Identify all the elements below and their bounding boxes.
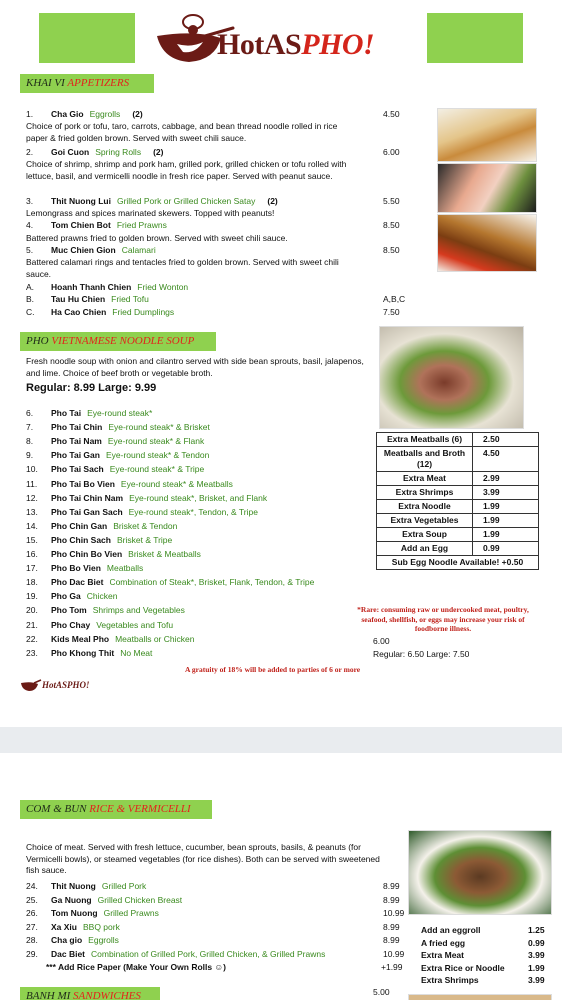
side-label: Extra Shrimps: [421, 975, 479, 985]
pho-item-row: [26, 648, 152, 659]
extra-price: 1.99: [473, 514, 539, 528]
no-meat-price: Regular: 6.50 Large: 7.50: [373, 649, 470, 659]
appetizer-price: 6.00: [383, 147, 400, 157]
pho-description: Fresh noodle soup with onion and cilantro served with side bean sprouts, basil, jalapenos, and lime. Choice of beef broth or vegetable broth.: [26, 356, 364, 378]
extra-row: [377, 528, 539, 542]
eggrolls-photo: [437, 108, 537, 162]
item-number: 23.: [26, 647, 38, 658]
item-name: Ha Cao Chien: [51, 307, 107, 317]
item-english: Fried Dumplings: [112, 307, 175, 317]
extra-price: 3.99: [473, 486, 539, 500]
pho-item-row: [26, 436, 204, 447]
item-english: Grilled Chicken Breast: [97, 894, 183, 905]
item-name: Tau Hu Chien: [51, 294, 106, 304]
appetizer-row: [26, 196, 278, 207]
appetizer-price: 4.50: [383, 109, 400, 119]
item-name: Thit Nuong: [51, 881, 96, 891]
extra-price: 4.50: [473, 447, 539, 472]
banhmi-price: 5.00: [373, 987, 390, 997]
item-number: 19.: [26, 591, 38, 602]
appetizer-lettered-row: [26, 282, 188, 293]
item-number: A.: [26, 282, 35, 292]
item-name: Xa Xiu: [51, 921, 77, 932]
item-english: BBQ pork: [82, 921, 120, 932]
item-english: Combination of Steak*, Brisket, Flank, Tendon, & Tripe: [109, 577, 315, 588]
rice-item-row: [26, 895, 182, 906]
item-name: Pho Tai Gan Sach: [51, 506, 123, 517]
item-name: Pho Tai Chin: [51, 422, 103, 433]
rice-paper-price: +1.99: [381, 962, 403, 972]
item-name: Pho Tai: [51, 408, 82, 418]
pho-item-row: [26, 422, 210, 433]
item-number: 5.: [26, 245, 34, 255]
rice-paper-note: *** Add Rice Paper (Make Your Own Rolls ☺): [46, 962, 226, 972]
item-number: C.: [26, 307, 35, 317]
appetizer-row: [26, 245, 156, 256]
item-number: 12.: [26, 492, 38, 503]
item-english: Meatballs or Chicken: [115, 633, 195, 644]
extra-row: [377, 500, 539, 514]
satay-photo: [437, 214, 537, 272]
item-name: Pho Tai Nam: [51, 436, 102, 447]
rice-description: Choice of meat. Served with fresh lettuce, cucumber, bean sprouts, basils, & peanuts (for Vermicelli bowls), or steamed vegetables (for rice dishes). Both can be served with sweetened fish sauce.: [26, 842, 380, 875]
bowl-icon: [20, 677, 42, 693]
extra-price: 0.99: [473, 542, 539, 556]
item-english: Eye-round steak* & Meatballs: [120, 478, 233, 489]
pho-item-row: [26, 507, 258, 518]
item-name: Pho Tai Sach: [51, 464, 104, 475]
side-label: Extra Rice or Noodle: [421, 962, 505, 973]
rice-item-row: [26, 881, 146, 892]
item-name: Pho Chin Sach: [51, 534, 111, 545]
header-left-block: [39, 13, 135, 63]
raw-food-warning: *Rare: consuming raw or undercooked meat, poultry, seafood, shellfish, or eggs may increase your risk of foodborne illness.: [357, 605, 529, 633]
appetizer-description: Battered calamari rings and tentacles fried to golden brown. Served with sweet chili sauce.: [26, 257, 339, 279]
item-number: B.: [26, 294, 35, 304]
pho-bowl-photo: [379, 326, 524, 429]
item-name: Thit Nuong Lui: [51, 196, 111, 206]
rice-item-row: [26, 922, 120, 933]
item-name: Cha gio: [51, 935, 83, 946]
item-name: Cha Gio: [51, 109, 84, 119]
rice-price: 8.99: [383, 881, 400, 891]
item-name: Pho Chay: [51, 619, 91, 630]
rice-item-row: [26, 908, 159, 919]
item-name: Tom Chien Bot: [51, 220, 111, 230]
item-english: Grilled Pork or Grilled Chicken Satay: [116, 196, 256, 206]
pho-item-row: [26, 577, 314, 588]
item-english: Combination of Grilled Pork, Grilled Chicken, & Grilled Prawns: [91, 949, 326, 959]
appetizer-price: 5.50: [383, 196, 400, 206]
item-english: Fried Prawns: [116, 220, 167, 230]
appetizer-description: Battered prawns fried to golden brown. Served with sweet chili sauce.: [26, 233, 288, 243]
pho-item-row: [26, 591, 117, 602]
extra-row: [377, 472, 539, 486]
item-number: 20.: [26, 605, 38, 616]
item-english: No Meat: [120, 647, 153, 658]
item-number: 3.: [26, 196, 34, 206]
pho-item-row: [26, 620, 173, 631]
item-english: Vegetables and Tofu: [96, 619, 174, 630]
side-price: 3.99: [528, 950, 545, 960]
abc-price: 7.50: [383, 307, 400, 317]
extra-row: [377, 486, 539, 500]
item-name: Muc Chien Gion: [51, 245, 116, 255]
item-number: 24.: [26, 881, 38, 891]
item-english: Eye-round steak*: [87, 408, 153, 418]
section-header-appetizers: KHAI VI APPETIZERS: [20, 74, 154, 93]
extra-row: [377, 447, 539, 472]
rice-price: 8.99: [383, 921, 400, 932]
pho-sizes: Regular: 8.99 Large: 9.99: [26, 382, 157, 394]
item-english: Brisket & Tripe: [116, 534, 173, 545]
item-name: Dac Biet: [51, 949, 86, 959]
side-price: 0.99: [528, 937, 545, 948]
brand-logo: [155, 8, 410, 68]
item-number: 8.: [26, 436, 34, 447]
item-english: Shrimps and Vegetables: [92, 605, 185, 616]
item-english: Grilled Pork: [101, 881, 147, 891]
item-name: Pho Tai Gan: [51, 450, 100, 461]
extra-price: 1.99: [473, 528, 539, 542]
rice-price: 10.99: [383, 908, 405, 919]
gratuity-note: A gratuity of 18% will be added to parties of 6 or more: [185, 665, 361, 674]
side-label: A fried egg: [421, 937, 466, 948]
item-english: Calamari: [121, 245, 156, 255]
item-count: (2): [267, 196, 278, 206]
appetizer-description: Lemongrass and spices marinated skewers. Topped with peanuts!: [26, 208, 275, 218]
extra-label: Extra Noodle: [377, 500, 473, 514]
pho-item-row: [26, 479, 233, 490]
item-english: Eye-round steak* & Tendon: [105, 450, 210, 461]
item-name: Kids Meal Pho: [51, 633, 110, 644]
header-right-block: [427, 13, 523, 63]
item-number: 15.: [26, 534, 38, 545]
extra-row: [377, 433, 539, 447]
item-name: Pho Ga: [51, 591, 81, 602]
item-number: 1.: [26, 109, 34, 119]
pho-item-row: [26, 563, 143, 574]
item-name: Hoanh Thanh Chien: [51, 282, 132, 292]
side-label: Extra Meat: [421, 950, 464, 960]
appetizer-description: Choice of shrimp, shrimp and pork ham, grilled pork, grilled chicken or tofu rolled with lettuce, basil, and vermicelli noodle in fresh rice paper. Served with peanut sauce.: [26, 159, 347, 181]
item-number: 22.: [26, 633, 38, 644]
appetizer-row: [26, 147, 163, 158]
extra-price: 2.99: [473, 472, 539, 486]
item-english: Eye-round steak*, Tendon, & Tripe: [128, 506, 258, 517]
rice-item-row: [26, 949, 325, 960]
extra-row: [377, 542, 539, 556]
pho-item-row: [26, 464, 204, 475]
item-name: Tom Nuong: [51, 908, 98, 919]
item-number: 18.: [26, 577, 38, 588]
sub-egg-noodle: Sub Egg Noodle Available! +0.50: [377, 556, 539, 570]
section-header-banhmi: BANH MI SANDWICHES: [20, 987, 160, 1000]
item-count: (2): [132, 109, 143, 119]
appetizer-row: [26, 220, 167, 231]
item-count: (2): [153, 147, 164, 157]
item-name: Pho Khong Thit: [51, 647, 115, 658]
item-name: Ga Nuong: [51, 894, 92, 905]
item-english: Chicken: [86, 591, 118, 602]
item-english: Meatballs: [106, 563, 144, 574]
extra-price: 2.50: [473, 433, 539, 447]
item-name: Pho Dac Biet: [51, 577, 104, 588]
side-price: 1.25: [528, 925, 545, 935]
item-english: Fried Wonton: [137, 282, 189, 292]
item-number: 13.: [26, 506, 38, 517]
item-name: Pho Tai Chin Nam: [51, 492, 124, 503]
extra-label: Extra Soup: [377, 528, 473, 542]
item-number: 7.: [26, 422, 34, 433]
item-number: 21.: [26, 619, 38, 630]
footer-logo: HotASPHO!: [20, 677, 115, 693]
extra-label: Extra Meatballs (6): [377, 433, 473, 447]
pho-item-row: [26, 408, 152, 419]
banhmi-photo: [408, 994, 552, 1000]
item-number: 10.: [26, 464, 38, 475]
item-number: 4.: [26, 220, 34, 230]
item-number: 26.: [26, 908, 38, 919]
side-label: Add an eggroll: [421, 925, 481, 935]
pho-item-row: [26, 549, 201, 560]
side-price: 1.99: [528, 962, 545, 973]
vermicelli-bowl-photo: [408, 830, 552, 915]
pho-item-row: [26, 493, 267, 504]
rice-price: 10.99: [383, 949, 405, 959]
item-english: Grilled Prawns: [103, 908, 159, 919]
item-english: Brisket & Tendon: [113, 520, 178, 531]
item-english: Eye-round steak* & Flank: [107, 436, 205, 447]
item-english: Eye-round steak* & Tripe: [109, 464, 205, 475]
item-number: 16.: [26, 549, 38, 559]
item-number: 27.: [26, 921, 38, 932]
extra-label: Meatballs and Broth (12): [377, 447, 473, 472]
item-number: 25.: [26, 894, 38, 905]
appetizer-description: Choice of pork or tofu, taro, carrots, cabbage, and bean thread noodle rolled in rice paper & fried golden brown. Served with sweet chili sauce.: [26, 121, 338, 143]
pho-item-row: [26, 634, 194, 645]
item-name: Goi Cuon: [51, 147, 90, 157]
kids-meal-price: 6.00: [373, 636, 390, 646]
pho-item-row: [26, 450, 209, 461]
extra-label: Add an Egg: [377, 542, 473, 556]
item-number: 17.: [26, 563, 38, 574]
spring-rolls-photo: [437, 163, 537, 213]
pho-extras-table: [376, 432, 539, 570]
extra-price: 1.99: [473, 500, 539, 514]
item-name: Pho Bo Vien: [51, 563, 101, 574]
item-number: 28.: [26, 935, 38, 946]
section-header-rice: COM & BUN RICE & VERMICELLI: [20, 800, 212, 819]
item-name: Pho Chin Gan: [51, 520, 108, 531]
extra-row: [377, 514, 539, 528]
pho-item-row: [26, 605, 185, 616]
section-header-pho: PHO VIETNAMESE NOODLE SOUP: [20, 332, 216, 351]
item-english: Eye-round steak*, Brisket, and Flank: [129, 492, 268, 503]
item-number: 11.: [26, 478, 38, 489]
item-english: Eggrolls: [88, 935, 119, 946]
item-number: 2.: [26, 147, 34, 157]
appetizer-lettered-row: [26, 307, 174, 318]
rice-item-row: [26, 935, 119, 946]
appetizer-lettered-row: [26, 294, 149, 305]
pho-item-row: [26, 535, 172, 546]
item-number: 14.: [26, 520, 38, 531]
appetizer-price: 8.50: [383, 245, 400, 255]
item-number: 9.: [26, 450, 34, 461]
item-name: Pho Chin Bo Vien: [51, 549, 123, 559]
extra-label: Extra Meat: [377, 472, 473, 486]
item-english: Fried Tofu: [111, 294, 149, 304]
item-english: Eggrolls: [89, 109, 121, 119]
item-number: 29.: [26, 949, 38, 959]
appetizer-row: [26, 109, 143, 120]
rice-price: 8.99: [383, 894, 400, 905]
item-english: Eye-round steak* & Brisket: [108, 422, 210, 433]
item-name: Pho Tom: [51, 605, 87, 616]
pho-item-row: [26, 521, 177, 532]
item-english: Spring Rolls: [95, 147, 142, 157]
item-name: Pho Tai Bo Vien: [51, 478, 115, 489]
brand-name: HotASPHO!: [217, 28, 375, 61]
item-number: 6.: [26, 408, 34, 418]
page-separator: [0, 727, 562, 753]
abc-label: A,B,C: [383, 294, 406, 304]
extra-label: Extra Shrimps: [377, 486, 473, 500]
side-price: 3.99: [528, 975, 545, 985]
extra-label: Extra Vegetables: [377, 514, 473, 528]
appetizer-price: 8.50: [383, 220, 400, 230]
item-english: Brisket & Meatballs: [128, 549, 201, 559]
rice-price: 8.99: [383, 935, 400, 946]
